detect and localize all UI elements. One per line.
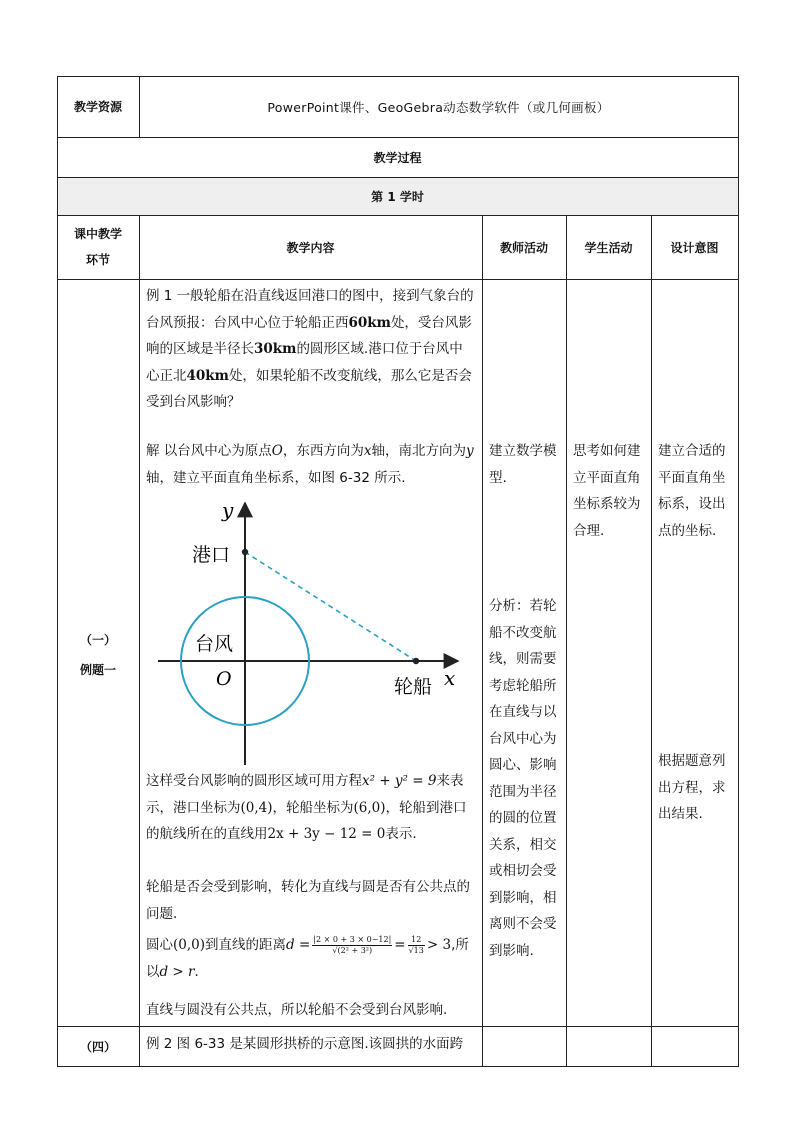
ship-route-line xyxy=(245,552,416,661)
solution-intro: 解 以台风中心为原点O，东西方向为x轴，南北方向为y轴，建立平面直角坐标系，如图 6-32 所示. xyxy=(146,443,474,486)
table-border xyxy=(57,1066,738,1067)
distance-value-fraction: $\frac{12}{√13}$ xyxy=(408,934,424,955)
resource-label: 教学资源 xyxy=(73,100,122,114)
design-intent-2: 根据题意列出方程，求出结果. xyxy=(658,753,726,822)
table-border xyxy=(139,76,140,138)
conclusion-paragraph: 直线与圆没有公共点，所以轮船不会受到台风影响. xyxy=(146,1002,448,1018)
distance-fraction: $\frac{|2 \times 0 + 3 \times 0-12|}{\text{√(2² + 3²)}}$ xyxy=(313,934,392,955)
stage-cell-example2: （四） xyxy=(79,1039,116,1054)
design-intent-1: 建立合适的平面直角坐标系，设出点的坐标. xyxy=(658,443,726,539)
table-border xyxy=(57,1026,738,1027)
lesson-title: 第 1 学时 xyxy=(57,177,738,215)
ship-point xyxy=(413,658,419,664)
diagram-label-origin: O xyxy=(216,668,232,690)
table-border xyxy=(57,215,738,216)
problem-conversion-paragraph: 轮船是否会受到影响，转化为直线与圆是否有公共点的问题. xyxy=(146,879,470,922)
table-border xyxy=(57,279,738,280)
example2-content: 例 2 图 6-33 是某圆形拱桥的示意图.该圆拱的水面跨 xyxy=(146,1036,464,1052)
table-border xyxy=(738,76,739,1067)
column-header-student: 学生活动 xyxy=(584,240,633,255)
diagram-label-x: x xyxy=(444,666,456,690)
table-border xyxy=(57,76,738,77)
problem-statement: 例 1 一般轮船在沿直线返回港口的图中，接到气象台的台风预报：台风中心位于轮船正西60km处，受台风影响的区域是半径长30km的圆形区域.港口位于台风中心正北40km处，如果轮船不改变航线，那么它是否会受到台风影响？ xyxy=(146,288,474,410)
teacher-activity-2: 分析：若轮船不改变航线，则需要考虑轮船所在直线与以台风中心为圆心、影响范围为半径的圆的位置关系，相交或相切会受到影响，相离则不会受到影响. xyxy=(489,598,557,959)
table-border xyxy=(566,215,567,1067)
table-border xyxy=(651,215,652,1067)
table-border xyxy=(57,76,58,1067)
coordinate-diagram xyxy=(150,495,470,770)
teacher-activity-1: 建立数学模型. xyxy=(489,443,557,486)
column-header-design: 设计意图 xyxy=(670,240,719,255)
stage-title: 例题一 xyxy=(79,663,116,677)
diagram-label-typhoon: 台风 xyxy=(195,633,234,655)
column-header-teacher: 教师活动 xyxy=(499,240,548,255)
diagram-label-port: 港口 xyxy=(192,544,231,566)
stage-number: （一） xyxy=(79,633,116,647)
diagram-label-ship: 轮船 xyxy=(394,676,433,698)
student-activity-1: 思考如何建立平面直角坐标系较为合理. xyxy=(573,443,641,539)
resource-value: PowerPoint课件、GeoGebra动态数学软件（或几何画板） xyxy=(267,99,610,115)
process-title: 教学过程 xyxy=(373,150,422,165)
port-point xyxy=(242,549,248,555)
table-border xyxy=(482,215,483,1067)
column-header-stage: 课中教学环节 xyxy=(73,227,122,267)
table-border xyxy=(57,177,738,178)
table-border xyxy=(139,215,140,1067)
stage-cell-example1 xyxy=(57,625,139,685)
distance-paragraph: 圆心(0,0)到直线的距离d = $\frac{|2 \times 0 + 3 \times 0-12|}{\text{√(2² + 3²)}}$ = $\frac{12}{√13}$ > 3,所以d > r. xyxy=(146,934,469,980)
table-border xyxy=(57,137,738,138)
column-header-content: 教学内容 xyxy=(286,240,335,255)
circle-equation-paragraph: 这样受台风影响的圆形区域可用方程x² + y² = 9来表示，港口坐标为(0,4)，轮船坐标为(6,0)，轮船到港口的航线所在的直线用2x + 3y − 12 = 0表示. xyxy=(146,773,467,842)
diagram-label-y: y xyxy=(222,498,234,522)
